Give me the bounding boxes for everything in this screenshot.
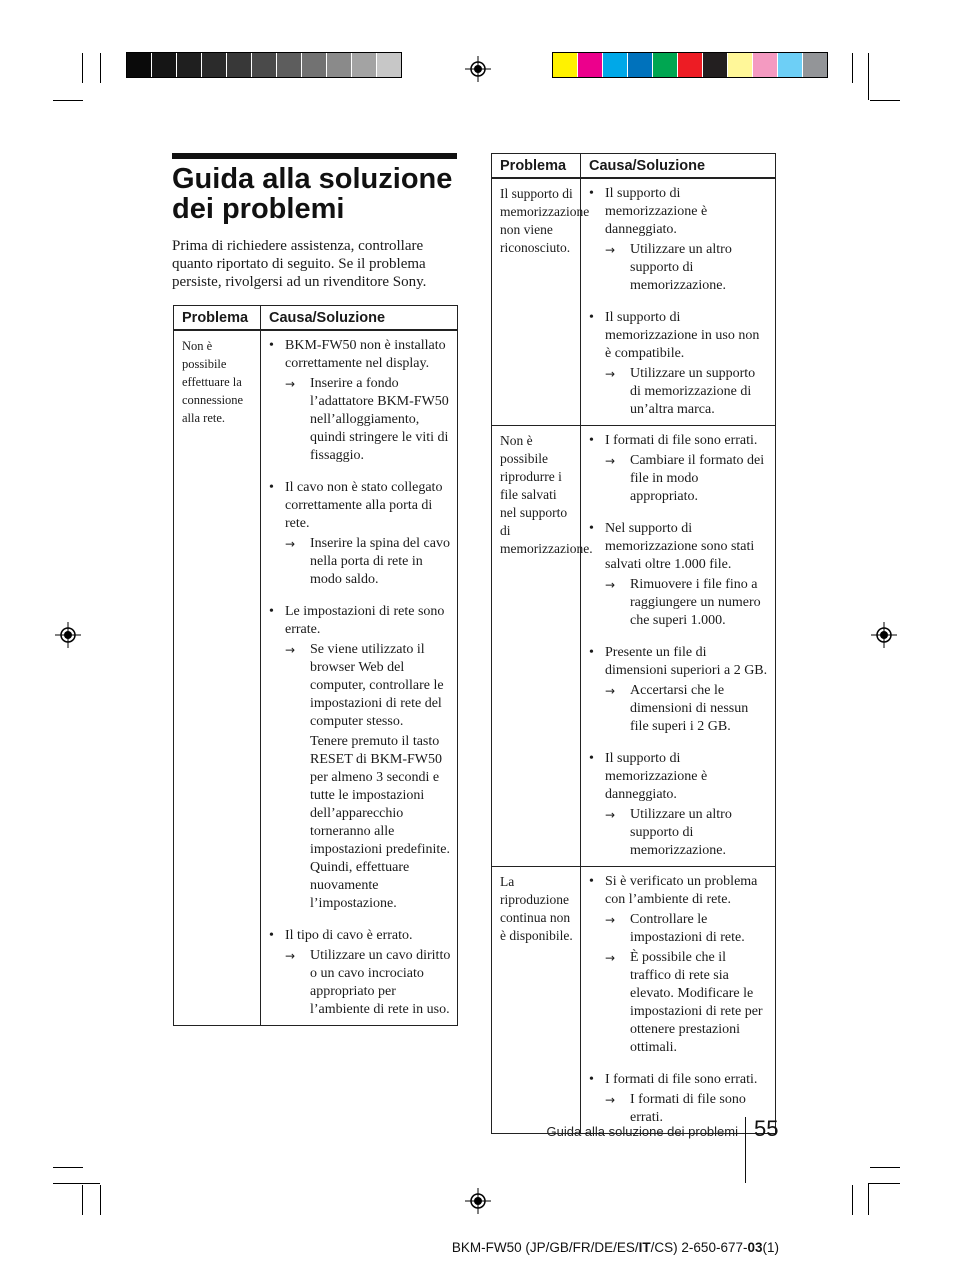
arrow-right-icon: → [605,1093,616,1107]
registration-mark-icon [465,1188,491,1214]
crop-mark [82,1185,83,1215]
model-rev-bold: 03 [747,1240,763,1255]
column-header-cause-solution: Causa/Soluzione [581,154,776,179]
troubleshooting-table-left [173,305,458,1026]
solution-text: Utilizzare un supporto di memorizzazione di un’altra marca. [630,366,756,417]
column-header-problem: Problema [174,306,261,331]
cause-item [589,873,769,1057]
model-lang-bold: IT [638,1240,651,1255]
crop-mark [852,1185,853,1215]
bullet-icon: • [589,310,594,325]
solution-item [605,806,769,860]
solution-item [605,682,769,736]
arrow-right-icon: → [285,537,296,551]
solution-item [285,947,451,1019]
bullet-icon: • [589,874,594,889]
problem-cell: Non è possibile effettuare la connessione alla rete. [174,330,261,1026]
table-row [174,330,458,1026]
arrow-right-icon: → [285,377,296,391]
bullet-icon: • [589,751,594,766]
cause-solution-cell [581,867,776,1134]
arrow-right-icon: → [605,367,616,381]
cause-item [589,644,769,736]
table-row [492,178,776,426]
cause-solution-cell [581,426,776,867]
cause-item [269,337,451,465]
solution-text: È possibile che il traffico di rete sia elevato. Modificare le impostazioni di rete per ottenere prestazioni ottimali. [630,950,763,1055]
solution-text: Utilizzare un cavo diritto o un cavo incrociato appropriato per l’ambiente di rete in uso. [310,948,451,1017]
arrow-right-icon: → [605,578,616,592]
problem-cell: La riproduzione continua non è disponibile. [492,867,581,1134]
model-prefix: BKM-FW50 (JP/GB/FR/DE/ES/ [451,1240,639,1255]
cause-text: Il supporto di memorizzazione è danneggiato. [605,751,708,802]
solution-item [605,452,769,506]
cause-text: BKM-FW50 non è installato correttamente nel display. [285,338,446,371]
bullet-icon: • [269,604,274,619]
solution-text: Se viene utilizzato il browser Web del computer, controllare le impostazioni di rete del computer stesso. [310,642,444,729]
column-header-problem: Problema [492,154,581,179]
intro-paragraph: Prima di richiedere assistenza, controllare quanto riportato di seguito. Se il problema persiste, rivolgersi ad un rivenditore Sony. [172,238,427,290]
bullet-icon: • [269,480,274,495]
cause-item [589,309,769,419]
arrow-right-icon: → [605,243,616,257]
solution-item [605,241,769,295]
bullet-icon: • [589,645,594,660]
bullet-icon: • [269,928,274,943]
crop-mark [53,100,83,101]
cause-solution-cell [581,178,776,426]
cause-text: Il cavo non è stato collegato correttamente alla porta di rete. [285,480,443,531]
arrow-right-icon: → [605,684,616,698]
bullet-icon: • [589,521,594,536]
solution-item [605,949,769,1057]
solution-item [285,535,451,589]
solution-note: Tenere premuto il tasto RESET di BKM-FW50 per almeno 3 secondi e tutte le impostazioni dell’apparecchio torneranno alle impostazioni predefinite. Quindi, effettuare nuovamente l’impostazione. [310,734,450,911]
registration-mark-icon [871,622,897,648]
cause-solution-cell [261,330,458,1026]
crop-mark [870,100,900,101]
problem-cell: Il supporto di memorizzazione non viene riconosciuto. [492,178,581,426]
crop-mark [53,1183,100,1184]
cause-text: Si è verificato un problema con l’ambiente di rete. [605,874,758,907]
solution-item [605,911,769,947]
solution-item [285,641,451,913]
crop-mark [100,1185,101,1215]
arrow-right-icon: → [285,949,296,963]
registration-mark-icon [55,622,81,648]
cause-item [589,185,769,295]
cause-text: Presente un file di dimensioni superiori a 2 GB. [605,645,768,678]
solution-text: Utilizzare un altro supporto di memorizzazione. [630,807,732,858]
cause-item [589,750,769,860]
solution-text: I formati di file sono errati. [630,1092,746,1125]
registration-mark-icon [465,56,491,82]
cause-item [269,603,451,913]
cause-text: Il supporto di memorizzazione in uso non è compatibile. [605,310,760,361]
arrow-right-icon: → [285,643,296,657]
solution-text: Utilizzare un altro supporto di memorizzazione. [630,242,732,293]
solution-text: Controllare le impostazioni di rete. [630,912,745,945]
title-rule [172,153,457,159]
solution-item [285,375,451,465]
bullet-icon: • [269,338,274,353]
solution-text: Cambiare il formato dei file in modo appropriato. [630,453,765,504]
column-header-cause-solution: Causa/Soluzione [261,306,458,331]
arrow-right-icon: → [605,808,616,822]
troubleshooting-table-right [491,153,776,1134]
arrow-right-icon: → [605,913,616,927]
bullet-icon: • [589,186,594,201]
solution-text: Inserire a fondo l’adattatore BKM-FW50 nell’alloggiamento, quindi stringere le viti di fissaggio. [310,376,449,463]
grayscale-bar-frame [126,52,402,78]
model-suffix: (1) [762,1240,779,1255]
cause-item [589,1071,769,1127]
cause-item [269,479,451,589]
solution-item [605,576,769,630]
cause-text: Il supporto di memorizzazione è danneggiato. [605,186,708,237]
table-row [492,867,776,1134]
cause-text: I formati di file sono errati. [605,1072,758,1087]
cause-item [589,432,769,506]
color-bar-frame [552,52,828,78]
bullet-icon: • [589,433,594,448]
page-number: 55 [754,1116,779,1141]
crop-mark [53,1167,83,1168]
crop-mark [868,1183,900,1184]
table-row [492,426,776,867]
crop-mark [852,53,853,83]
model-middle: /CS) 2-650-677- [650,1240,748,1255]
cause-item [269,927,451,1019]
color-swatch [402,53,426,77]
crop-mark [82,53,83,83]
solution-text: Rimuovere i file fino a raggiungere un numero che superi 1.000. [630,577,761,628]
crop-mark [100,53,101,83]
arrow-right-icon: → [605,951,616,965]
model-code [452,1240,779,1255]
page-title: Guida alla soluzione dei problemi [172,163,453,225]
cause-text: I formati di file sono errati. [605,433,758,448]
crop-mark [870,1167,900,1168]
footer-divider [745,1117,746,1183]
solution-item [605,365,769,419]
cause-text: Il tipo di cavo è errato. [285,928,413,943]
cause-text: Nel supporto di memorizzazione sono stati salvati oltre 1.000 file. [605,521,755,572]
solution-text: Accertarsi che le dimensioni di nessun file superi i 2 GB. [630,683,749,734]
footer-section-label: Guida alla soluzione dei problemi [546,1124,738,1139]
crop-mark [868,1183,869,1215]
problem-cell: Non è possibile riprodurre i file salvati nel supporto di memorizzazione. [492,426,581,867]
crop-mark [868,53,869,100]
bullet-icon: • [589,1072,594,1087]
solution-text: Inserire la spina del cavo nella porta di rete in modo saldo. [310,536,450,587]
cause-item [589,520,769,630]
arrow-right-icon: → [605,454,616,468]
cause-text: Le impostazioni di rete sono errate. [285,604,445,637]
